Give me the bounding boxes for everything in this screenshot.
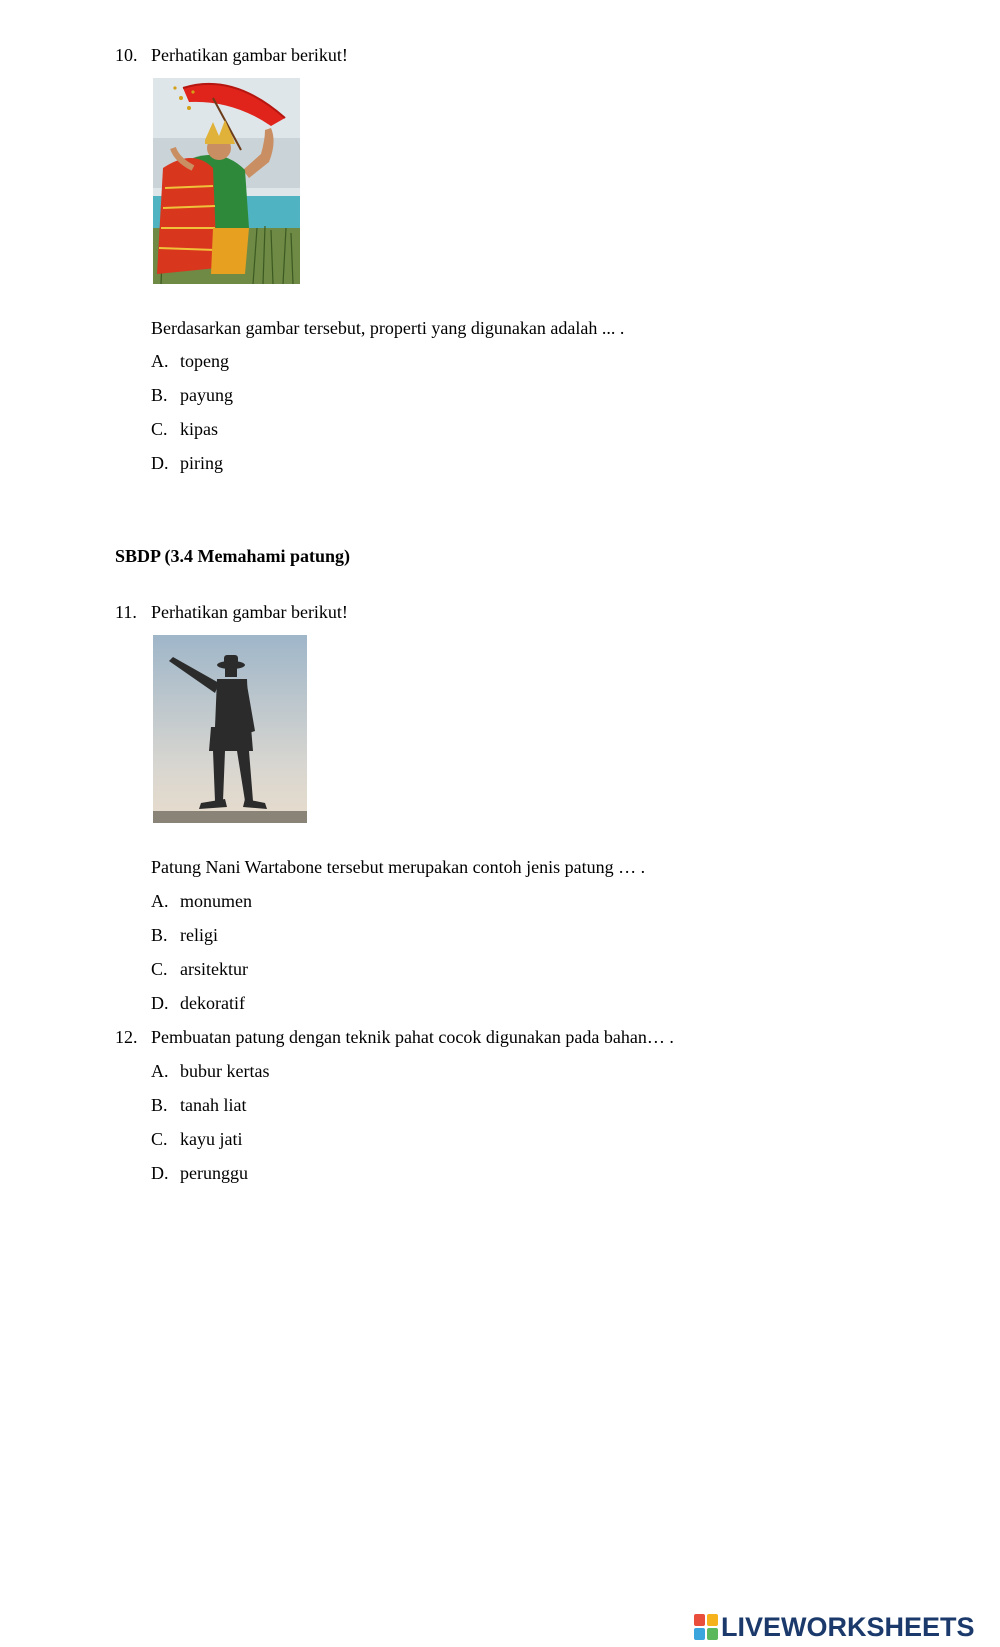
option-letter: A.	[151, 1061, 169, 1081]
question-number: 11.	[115, 602, 137, 622]
question-text: Pembuatan patung dengan teknik pahat cocok digunakan pada bahan… .	[151, 1027, 674, 1047]
question-prompt: Perhatikan gambar berikut!	[151, 45, 348, 65]
option-letter: C.	[151, 1129, 168, 1149]
option-text: perunggu	[180, 1163, 248, 1183]
statue-illustration	[153, 635, 307, 823]
question-prompt: Perhatikan gambar berikut!	[151, 602, 348, 622]
option-text: dekoratif	[180, 993, 245, 1013]
option-text: arsitektur	[180, 959, 248, 979]
option-letter: D.	[151, 993, 169, 1013]
dancer-umbrella-illustration	[153, 78, 300, 284]
option-letter: C.	[151, 959, 168, 979]
option-text: kipas	[180, 419, 218, 439]
statue-image	[153, 635, 307, 823]
liveworksheets-logo-icon	[694, 1614, 718, 1640]
question-number: 12.	[115, 1027, 138, 1047]
option-letter: A.	[151, 891, 169, 911]
dancer-umbrella-image	[153, 78, 300, 284]
option-letter: A.	[151, 351, 169, 371]
option-letter: D.	[151, 453, 169, 473]
liveworksheets-logo[interactable]	[694, 1612, 975, 1642]
option-text: topeng	[180, 351, 229, 371]
option-text: bubur kertas	[180, 1061, 270, 1081]
option-text: kayu jati	[180, 1129, 243, 1149]
option-text: payung	[180, 385, 233, 405]
option-text: monumen	[180, 891, 252, 911]
option-text: piring	[180, 453, 223, 473]
question-number: 10.	[115, 45, 138, 65]
option-letter: D.	[151, 1163, 169, 1183]
option-letter: B.	[151, 925, 168, 945]
section-heading: SBDP (3.4 Memahami patung)	[115, 546, 351, 566]
option-text: tanah liat	[180, 1095, 247, 1115]
option-letter: B.	[151, 1095, 168, 1115]
logo-text: LIVEWORKSHEETS	[721, 1611, 975, 1642]
option-text: religi	[180, 925, 218, 945]
question-text: Patung Nani Wartabone tersebut merupakan contoh jenis patung … .	[151, 857, 646, 877]
option-letter: B.	[151, 385, 168, 405]
option-letter: C.	[151, 419, 168, 439]
question-text: Berdasarkan gambar tersebut, properti yang digunakan adalah ... .	[151, 318, 625, 338]
